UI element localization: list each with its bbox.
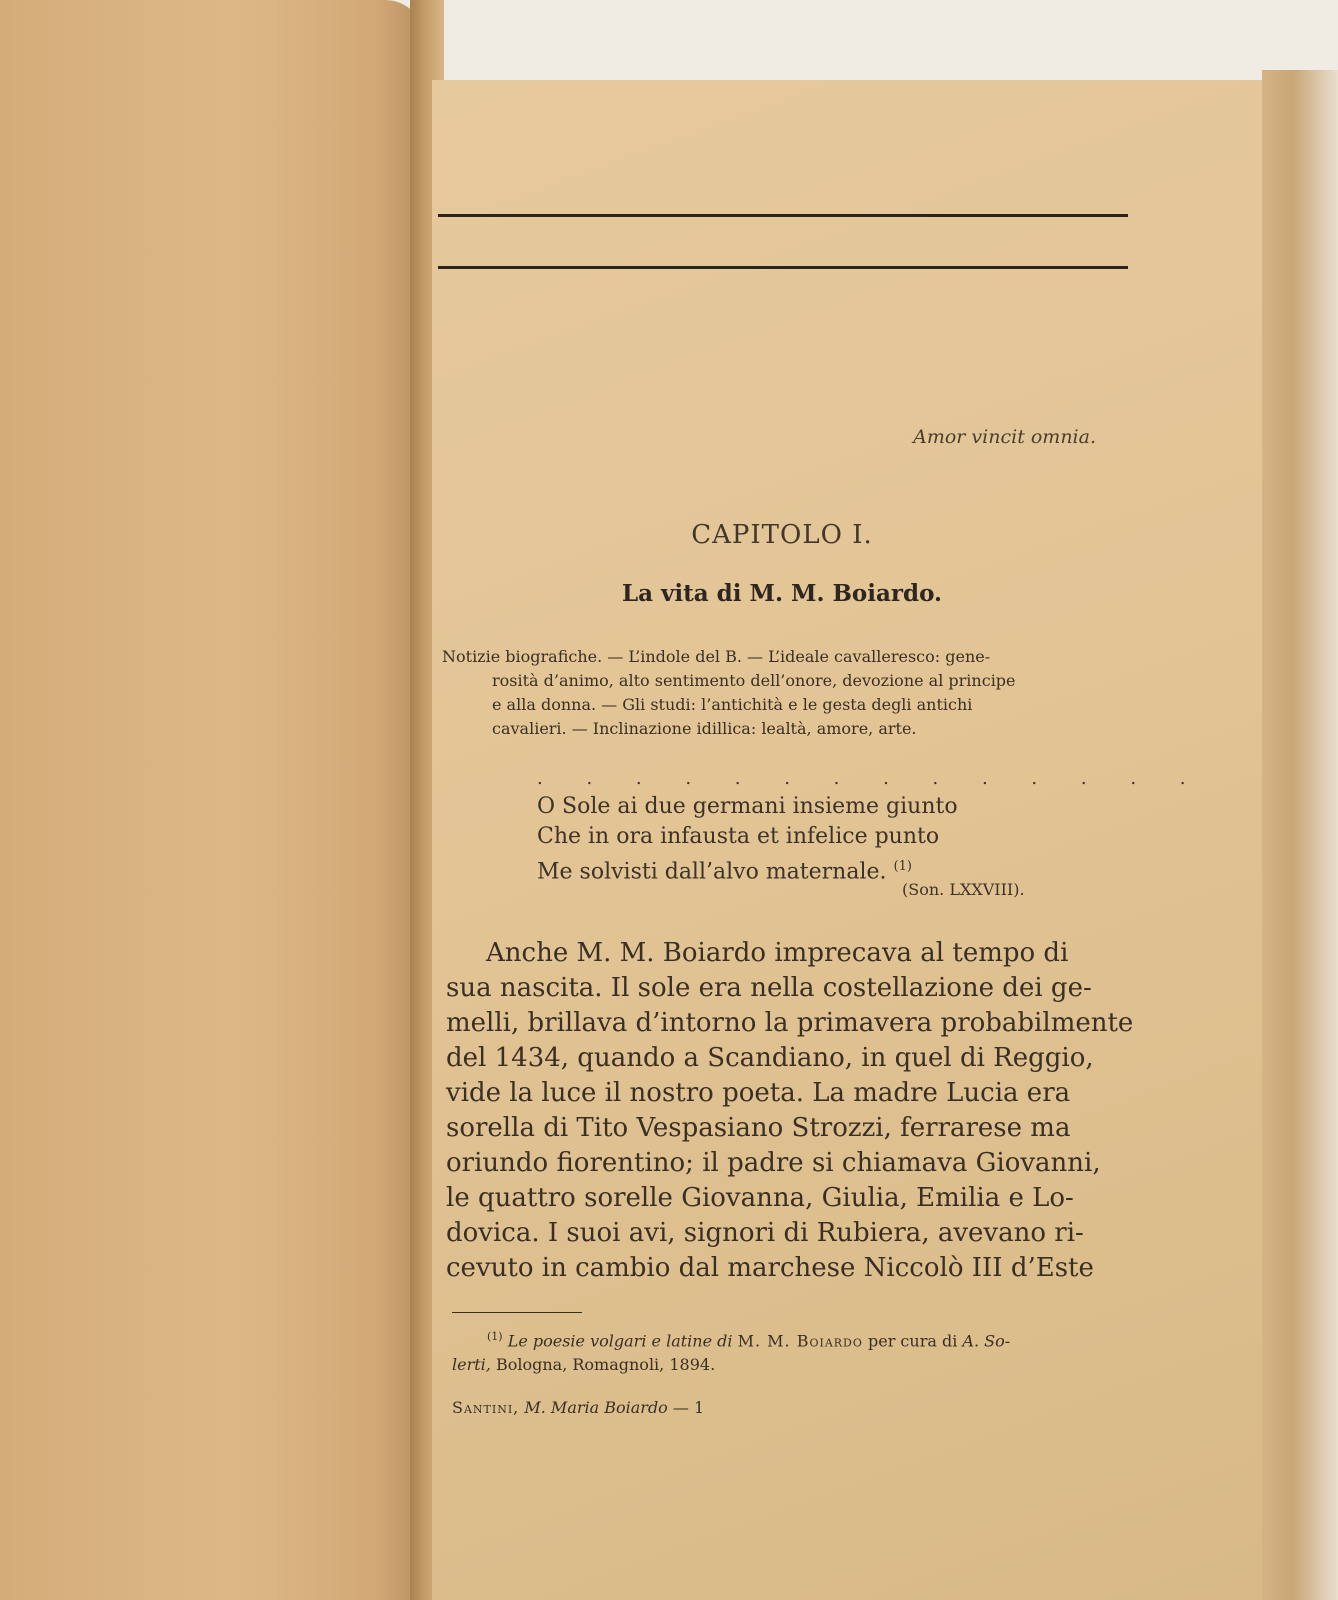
summary-line: Notizie biografiche. — L’indole del B. — L’ideale cavalleresco: gene- — [442, 647, 991, 666]
body-line: melli, brillava d’intorno la primavera probabilmente — [446, 1008, 1134, 1038]
chapter-summary — [442, 645, 1016, 741]
body-line: Anche M. M. Boiardo imprecava al tempo di — [486, 938, 1069, 968]
body-line: del 1434, quando a Scandiano, in quel di Reggio, — [446, 1043, 1094, 1073]
verse-reference: (Son. LXXVIII). — [902, 880, 1025, 899]
printer-signature: Santini, M. Maria Boiardo — 1 — [452, 1398, 705, 1417]
chapter-subtitle: La vita di M. M. Boiardo. — [621, 580, 943, 607]
body-line: sorella di Tito Vespasiano Strozzi, ferrarese ma — [446, 1113, 1071, 1143]
summary-line: cavalieri. — Inclinazione idillica: lealtà, amore, arte. — [492, 719, 917, 738]
page-edges — [1262, 70, 1338, 1600]
footnote-line: lerti, Bologna, Romagnoli, 1894. — [452, 1355, 716, 1375]
chapter-heading: CAPITOLO I. — [691, 520, 873, 550]
book-page — [432, 80, 1262, 1600]
footnote-mark: (1) — [893, 859, 912, 874]
verse-quote — [537, 792, 958, 887]
summary-line: rosità d’animo, alto sentimento dell’onore, devozione al principe — [492, 671, 1016, 690]
left-page-curl — [0, 0, 425, 1600]
header-rule-top — [438, 214, 1128, 217]
body-line: dovica. I suoi avi, signori di Rubiera, avevano ri- — [446, 1218, 1084, 1248]
body-line: le quattro sorelle Giovanna, Giulia, Emilia e Lo- — [446, 1183, 1074, 1213]
footnote-rule — [452, 1312, 582, 1313]
verse-line: Che in ora infausta et infelice punto — [537, 824, 940, 849]
body-paragraph — [446, 936, 1156, 1286]
body-line: cevuto in cambio dal marchese Niccolò III d’Este — [446, 1253, 1094, 1283]
body-line: oriundo fiorentino; il padre si chiamava Giovanni, — [446, 1148, 1101, 1178]
verse-line: O Sole ai due germani insieme giunto — [537, 794, 958, 819]
footnote-line: $^{(1)}$ Le poesie volgari e latine di M. M. Boiardo per cura di A. So- — [487, 1330, 1011, 1351]
body-line: sua nascita. Il sole era nella costellazione dei ge- — [446, 973, 1092, 1003]
verse-line: Me solvisti dall’alvo maternale. $^{(1)}$ — [537, 859, 912, 885]
body-line: vide la luce il nostro poeta. La madre Lucia era — [446, 1078, 1071, 1108]
header-rule-bottom — [438, 266, 1128, 269]
footnote — [452, 1325, 1152, 1377]
summary-line: e alla donna. — Gli studi: l’antichità e le gesta degli antichi — [492, 695, 973, 714]
epigraph: Amor vincit omnia. — [913, 426, 1096, 448]
verse-ellipsis: . . . . . . . . . . . . . . — [537, 768, 1205, 789]
